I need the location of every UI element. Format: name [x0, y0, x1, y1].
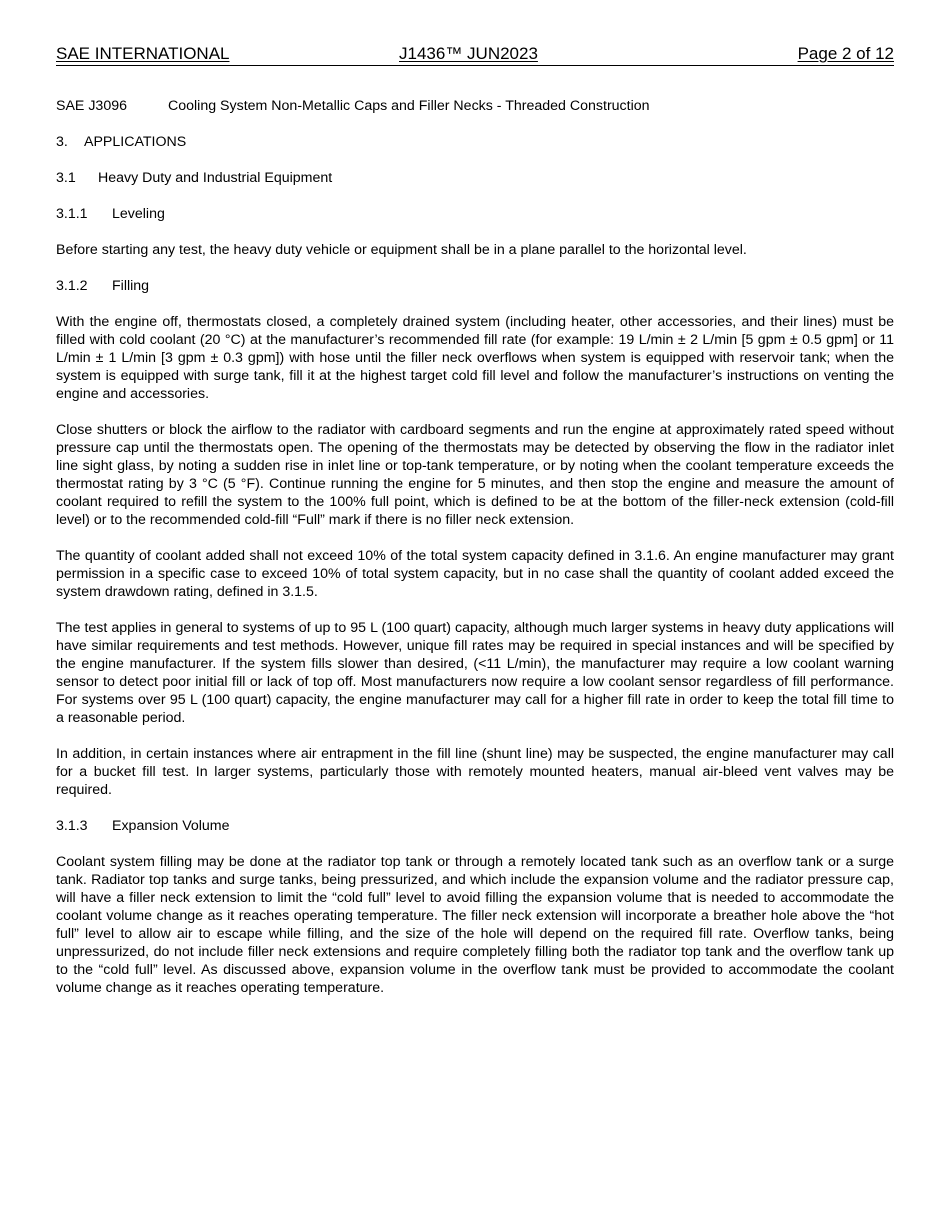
reference-code: SAE J3096 [56, 98, 127, 114]
section-title: Leveling [112, 206, 165, 222]
section-heading-3-1-1 [56, 205, 894, 223]
reference-title: Cooling System Non-Metallic Caps and Filler Necks - Threaded Construction [168, 98, 650, 114]
section-title: Heavy Duty and Industrial Equipment [98, 170, 333, 186]
paragraph-filling-1: With the engine off, thermostats closed, a completely drained system (including heater, other accessories, and their lines) must be filled with cold coolant (20 °C) at the manufacturer’s recommended fill rate (for example: 19 L/min ± 2 L/min [5 gpm ± 0.5 gpm] or 11 L/min ± 1 L/min [3 gpm ± 0.3 gpm]) with hose until the filler neck overflows when system is equipped with reservoir tank; when the system is equipped with surge tank, fill it at the highest target cold fill level and follow the manufacturer’s instructions on venting the engine and accessories. [56, 314, 894, 402]
paragraph-leveling: Before starting any test, the heavy duty vehicle or equipment shall be in a plane parallel to the horizontal level. [56, 242, 747, 258]
reference-entry [56, 97, 894, 115]
header-document-id: J1436™ JUN2023 [399, 44, 538, 63]
section-number: 3.1.3 [56, 818, 88, 834]
paragraph-expansion-1: Coolant system filling may be done at the radiator top tank or through a remotely located tank such as an overflow tank or a surge tank. Radiator top tanks and surge tanks, being pressurized, and which include the expansion volume and the radiator pressure cap, will have a filler neck extension to limit the “cold full” level to avoid filling the expansion volume that is needed to accommodate the coolant volume change as it reaches operating temperature. The filler neck extension will incorporate a breather hole above the “hot full” level to allow air to escape while filling, and the size of the hole will depend on the required fill rate. Overflow tanks, being unpressurized, do not include filler neck extensions and require completely filling both the radiator top tank and the overflow tank up to the “cold full” level. As discussed above, expansion volume in the overflow tank must be provided to accommodate the coolant volume change as it reaches operating temperature. [56, 854, 894, 996]
paragraph-filling-3: The quantity of coolant added shall not exceed 10% of the total system capacity defined in 3.1.6. An engine manufacturer may grant permission in a specific case to exceed 10% of total system capacity, but in no case shall the quantity of coolant added exceed the system drawdown rating, defined in 3.1.5. [56, 548, 894, 600]
paragraph-filling-2: Close shutters or block the airflow to the radiator with cardboard segments and run the engine at approximately rated speed without pressure cap until the thermostats open. The opening of the thermostats may be detected by observing the flow in the radiator inlet line sight glass, by noting a sudden rise in inlet line or top-tank temperature, or by noting when the coolant temperature exceeds the thermostat rating by 3 °C (5 °F). Continue running the engine for 5 minutes, and then stop the engine and measure the amount of coolant required to refill the system to the 100% full point, which is defined to be at the bottom of the filler-neck extension (cold-fill level) or to the recommended cold-fill “Full” mark if there is no filler neck extension. [56, 422, 894, 528]
section-heading-3 [56, 133, 894, 151]
section-number: 3. [56, 134, 68, 150]
section-heading-3-1-3 [56, 817, 894, 835]
header-page-number: Page 2 of 12 [797, 44, 894, 63]
section-number: 3.1.2 [56, 278, 88, 294]
section-number: 3.1.1 [56, 206, 88, 222]
section-title: Filling [112, 278, 150, 294]
paragraph-filling-5: In addition, in certain instances where air entrapment in the fill line (shunt line) may be suspected, the engine manufacturer may call for a bucket fill test. In larger systems, particularly those with remotely mounted heaters, manual air-bleed vent valves may be required. [56, 746, 894, 798]
section-title: APPLICATIONS [84, 134, 187, 150]
document-body [56, 97, 894, 1015]
page-header [56, 44, 894, 66]
paragraph-filling-4: The test applies in general to systems of up to 95 L (100 quart) capacity, although much larger systems in heavy duty applications will have similar requirements and test methods. However, unique fill rates may be required in special instances and will be specified by the engine manufacturer. If the system fills slower than desired, (<11 L/min), the manufacturer may require a low coolant warning sensor to detect poor initial fill or lack of top off. Most manufacturers now require a low coolant sensor regardless of fill performance. For systems over 95 L (100 quart) capacity, the engine manufacturer may call for a higher fill rate in order to keep the total fill time to a reasonable period. [56, 620, 894, 726]
section-heading-3-1 [56, 169, 894, 187]
section-title: Expansion Volume [112, 818, 230, 834]
header-organization: SAE INTERNATIONAL [56, 44, 230, 63]
section-heading-3-1-2 [56, 277, 894, 295]
section-number: 3.1 [56, 170, 76, 186]
